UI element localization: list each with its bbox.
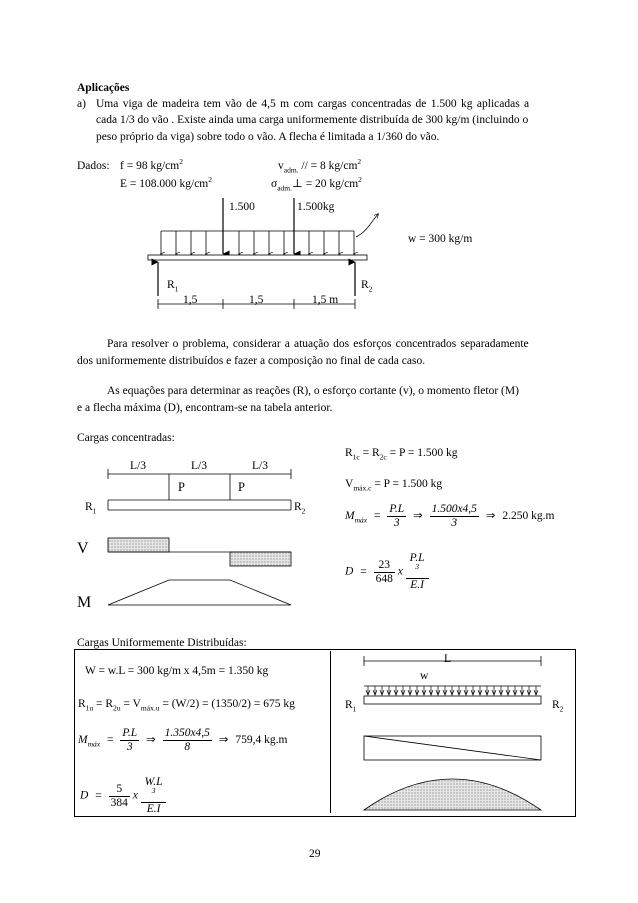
- concentrated-r2: $R_2$: [294, 501, 306, 516]
- span-2-label: 1,5: [249, 294, 264, 306]
- span-1-label: 1,5: [183, 294, 198, 306]
- page-number: 29: [309, 848, 321, 860]
- eq-moment-distributed: $M_{máx}$ = $\frac{P.L}{3}$ ⇒ $\frac{1.350x4,5}{8}$ ⇒ 759,4 kg.m: [78, 727, 288, 753]
- udl-moment-parabola: [364, 779, 541, 810]
- data-label: Dados:: [77, 160, 110, 172]
- problem-marker: a): [77, 98, 86, 110]
- eq-deflection-concentrated: D = $\frac{23}{648}$ x P.L $^3$ E.I: [345, 552, 429, 592]
- span-3-label: 1,5 m: [312, 294, 339, 306]
- udl-arrows: [366, 686, 538, 695]
- distributed-title: Cargas Uniformemente Distribuídas:: [77, 637, 247, 649]
- eq-shear-concentrated: $V_{máx.c} = P = 1.500$ kg: [345, 478, 443, 493]
- shear-label: V: [77, 540, 89, 557]
- udl-r2: $R_2$: [552, 699, 564, 714]
- problem-line-3: peso próprio da viga) sobre todo o vão. A flecha é limitada a 1/360 do vão.: [96, 131, 440, 143]
- udl-w-label: w: [420, 670, 429, 682]
- point-load-left-label: 1.500: [229, 201, 255, 213]
- udl-l-label: L: [444, 653, 452, 665]
- load-p-2: P: [238, 480, 245, 494]
- span-l3-c: L/3: [252, 460, 268, 472]
- eq-total-load: W = w.L = 300 kg/m x 4,5m = 1.350 kg: [85, 665, 269, 677]
- eq-reactions-distributed: $R_{1u} = R_{2u} = V_{máx.u} = (W/2) = (1350/2) = 675$ kg: [78, 698, 295, 713]
- concentrated-title: Cargas concentradas:: [77, 432, 175, 444]
- udl-beam: [364, 696, 541, 704]
- section-heading: Aplicações: [77, 82, 130, 94]
- paragraph-1-line-2: dos uniformemente distribuídos e fazer a composição no final de cada caso.: [77, 355, 426, 367]
- load-p-1: P: [178, 480, 185, 494]
- distributed-load-label: w = 300 kg/m: [408, 233, 473, 245]
- problem-line-2: cada 1/3 do vão . Existe ainda uma carga uniformemente distribuída de 300 kg/m (incluindo o: [96, 114, 529, 126]
- paragraph-2-line-2: e a flecha máxima (D), encontram-se na tabela anterior.: [77, 402, 333, 414]
- paragraph-1-line-1: Para resolver o problema, considerar a atuação dos esforços concentrados separadamente: [107, 338, 529, 350]
- reaction-r1-label: $R_1$: [167, 279, 179, 294]
- point-load-right-label: 1.500kg: [297, 201, 335, 213]
- data-v-adm: $v_{adm.}$ // = 8 $kg/cm^2$: [278, 157, 362, 175]
- paragraph-2-line-1: As equações para determinar as reações (R), o esforço cortante (v), o momento fletor (M): [107, 385, 519, 397]
- span-l3-a: L/3: [130, 460, 146, 472]
- span-l3-b: L/3: [191, 460, 207, 472]
- problem-line-1: Uma viga de madeira tem vão de 4,5 m com cargas concentradas de 1.500 kg aplicadas a: [96, 98, 530, 110]
- moment-label: M: [77, 594, 92, 611]
- reaction-r2-label: $R_2$: [361, 279, 373, 294]
- data-f: f = 98 $kg/cm^2$: [120, 157, 183, 172]
- eq-moment-concentrated: $M_{máx}$ = $\frac{P.L}{3}$ ⇒ $\frac{1.500x4,5}{3}$ ⇒ 2.250 kg.m: [345, 503, 555, 529]
- udl-r1: $R_1$: [345, 699, 357, 714]
- data-e: E = 108.000 $kg/cm^2$: [120, 175, 213, 190]
- concentrated-r1: $R_1$: [85, 501, 97, 516]
- eq-deflection-distributed: D = $\frac{5}{384}$ x W.L $^3$ E.I: [80, 776, 166, 816]
- data-sigma-adm: $\sigma_{adm.}\perp = 20$ $kg/cm^2$: [271, 175, 362, 193]
- eq-reactions-concentrated: $R_{1c} = R_{2c} = P = 1.500$ kg: [345, 447, 458, 462]
